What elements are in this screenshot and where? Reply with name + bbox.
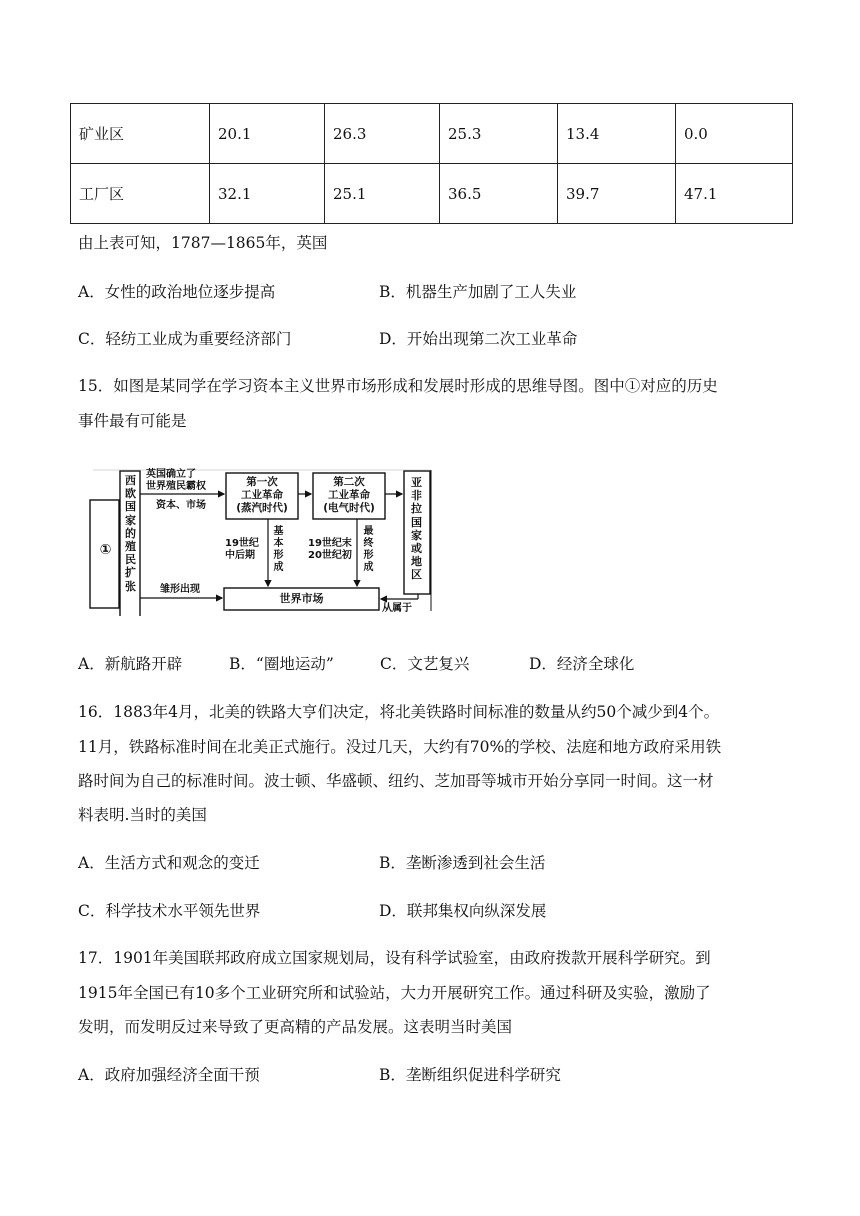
q17-option-a: A．政府加强经济全面干预 [78, 1066, 260, 1084]
table-cell: 47.1 [676, 164, 793, 224]
table-cell: 26.3 [325, 104, 440, 164]
q14-option-d: D．开始出现第二次工业革命 [379, 330, 578, 348]
data-table [70, 103, 793, 224]
q15-option-b: B．“圈地运动” [229, 655, 334, 673]
q16-line1: 16．1883年4月，北美的铁路大亨们决定，将北美铁路时间标准的数量从约50个减少到4个。 [78, 703, 720, 721]
q15-option-c: C．文艺复兴 [380, 655, 470, 673]
q15-option-a: A．新航路开辟 [78, 655, 183, 673]
q16-line2: 11月，铁路标准时间在北美正式施行。没过几天，大约有70%的学校、法庭和地方政府采用铁 [78, 738, 722, 756]
stage2-label: 最终形成 [363, 526, 374, 573]
embryo-label: 雏形出现 [160, 584, 200, 595]
time1-line2: 中后期 [225, 550, 255, 561]
table-cell: 36.5 [440, 164, 558, 224]
q16-option-d: D．联邦集权向纵深发展 [379, 902, 547, 920]
top-note-3: 资本、市场 [156, 500, 206, 511]
time1-line1: 19世纪 [225, 538, 259, 549]
q16-line4: 料表明.当时的美国 [78, 806, 207, 824]
top-note-1: 英国确立了 [146, 469, 196, 480]
q17-line3: 发明，而发明反过来导致了更高精的产品发展。这表明当时美国 [78, 1018, 513, 1036]
table-cell: 0.0 [676, 104, 793, 164]
world-market-label: 世界市场 [279, 592, 324, 605]
table-cell: 25.3 [440, 104, 558, 164]
circle-one-label: ① [99, 542, 112, 558]
subordinate-label: 从属于 [382, 603, 412, 614]
top-note-2: 世界殖民霸权 [146, 481, 206, 492]
table-row [71, 164, 793, 224]
first-revolution-line3: (蒸汽时代) [236, 502, 288, 514]
colonial-expansion-label: 西欧国家的殖民扩张 [125, 474, 136, 593]
time2-line1: 19世纪末 [308, 538, 352, 549]
q14-option-b: B．机器生产加剧了工人失业 [379, 283, 577, 301]
second-revolution-line2: 工业革命 [328, 489, 370, 501]
first-revolution-line2: 工业革命 [241, 489, 283, 501]
q16-option-a: A．生活方式和观念的变迁 [78, 854, 260, 872]
q15-option-d: D．经济全球化 [529, 655, 635, 673]
asia-africa-latin-label: 亚非拉国家或地区 [411, 476, 422, 582]
q17-line2: 1915年全国已有10多个工业研究所和试验站，大力开展研究工作。通过科研及实验，激励了 [78, 984, 711, 1002]
mind-map-diagram [88, 466, 432, 616]
q14-option-a: A．女性的政治地位逐步提高 [78, 283, 276, 301]
q17-line1: 17．1901年美国联邦政府成立国家规划局，设有科学试验室，由政府拨款开展科学研究。到 [78, 949, 711, 967]
table-row [71, 104, 793, 164]
table-cell: 32.1 [210, 164, 325, 224]
table-cell: 20.1 [210, 104, 325, 164]
q16-option-b: B．垄断渗透到社会生活 [379, 854, 546, 872]
first-revolution-line1: 第一次 [246, 476, 278, 488]
table-cell: 25.1 [325, 164, 440, 224]
row-label: 矿业区 [71, 104, 210, 164]
second-revolution-line1: 第二次 [333, 476, 365, 488]
time2-line2: 20世纪初 [308, 550, 352, 561]
q16-option-c: C．科学技术水平领先世界 [78, 902, 261, 920]
q15-stem-line1: 15．如图是某同学在学习资本主义世界市场形成和发展时形成的思维导图。图中①对应的历史 [78, 377, 718, 395]
table-cell: 13.4 [558, 104, 676, 164]
second-revolution-line3: (电气时代) [323, 502, 375, 514]
row-label: 工厂区 [71, 164, 210, 224]
q17-option-b: B．垄断组织促进科学研究 [379, 1066, 561, 1084]
q15-stem-line2: 事件最有可能是 [78, 412, 187, 430]
q16-line3: 路时间为自己的标准时间。波士顿、华盛顿、纽约、芝加哥等城市开始分享同一时间。这一材 [78, 772, 714, 790]
stage1-label: 基本形成 [273, 526, 284, 573]
q14-option-c: C．轻纺工业成为重要经济部门 [78, 330, 292, 348]
q14-stem: 由上表可知，1787—1865年，英国 [78, 234, 328, 252]
table-cell: 39.7 [558, 164, 676, 224]
